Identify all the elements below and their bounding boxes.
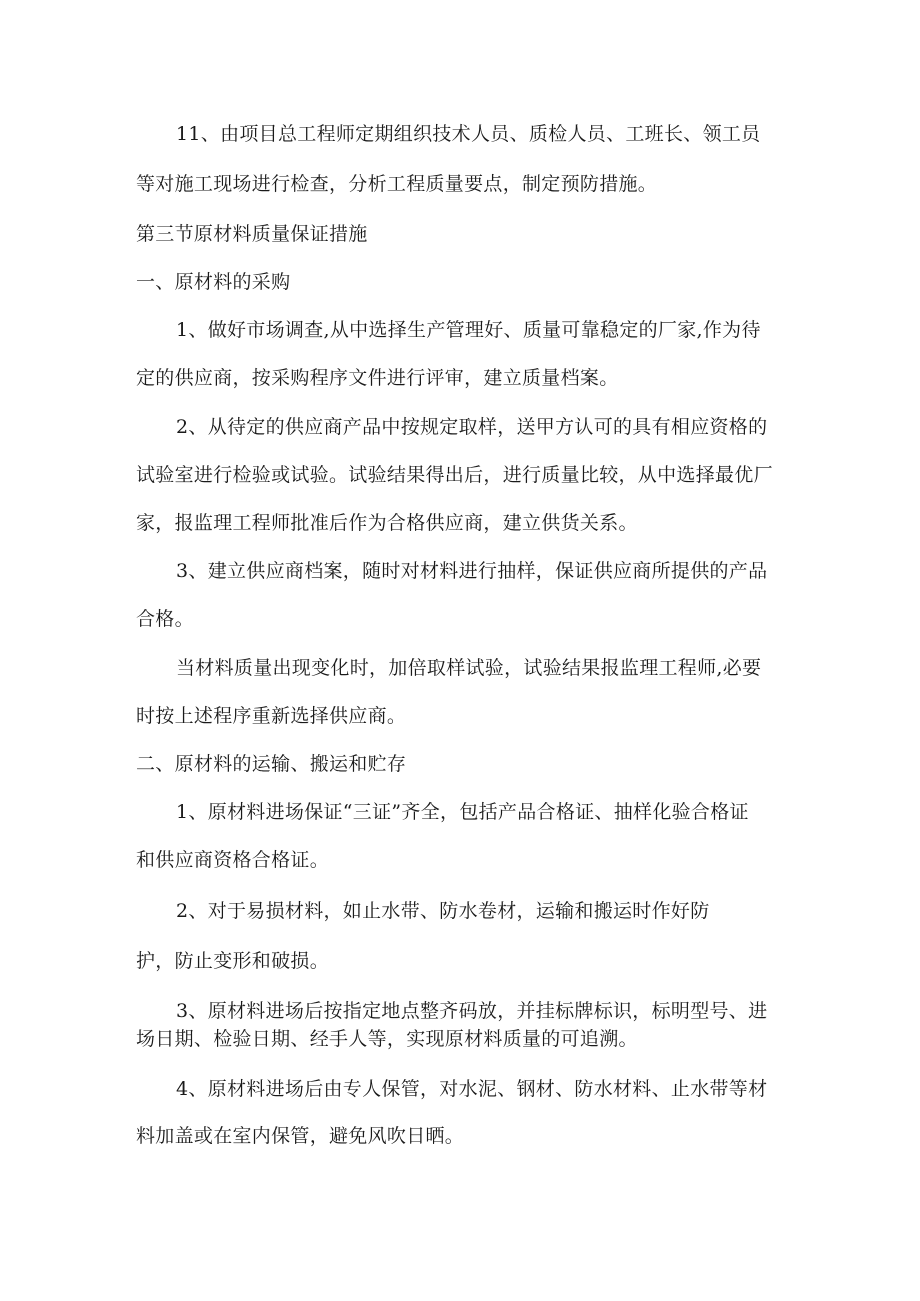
subsection-heading: 二、原材料的运输、搬运和贮存 <box>136 753 407 775</box>
paragraph-line: 家，报监理工程师批准后作为合格供应商，建立供货关系。 <box>136 512 638 534</box>
paragraph-line: 4、原材料进场后由专人保管，对水泥、钢材、防水材料、止水带等材 <box>176 1078 768 1100</box>
paragraph-line: 时按上述程序重新选择供应商。 <box>136 705 407 727</box>
paragraph-line: 当材料质量出现变化时，加倍取样试验，试验结果报监理工程师,必要 <box>176 657 762 679</box>
paragraph-line: 护，防止变形和破损。 <box>136 950 330 972</box>
section-heading: 第三节原材料质量保证措施 <box>136 223 368 245</box>
paragraph-line: 场日期、检验日期、经手人等，实现原材料质量的可追溯。 <box>136 1028 638 1050</box>
paragraph-line: 1、原材料进场保证“三证”齐全，包括产品合格证、抽样化验合格证 <box>176 801 749 823</box>
paragraph-line: 1、做好市场调查,从中选择生产管理好、质量可靠稳定的厂家,作为待 <box>176 319 761 341</box>
paragraph-line: 料加盖或在室内保管，避免风吹日晒。 <box>136 1125 465 1147</box>
paragraph-line: 2、从待定的供应商产品中按规定取样，送甲方认可的具有相应资格的 <box>176 416 768 438</box>
subsection-heading: 一、原材料的采购 <box>136 271 291 293</box>
paragraph-line: 合格。 <box>136 608 194 630</box>
paragraph-line: 3、原材料进场后按指定地点整齐码放，并挂标牌标识，标明型号、进 <box>176 1000 768 1022</box>
paragraph-line: 3、建立供应商档案，随时对材料进行抽样，保证供应商所提供的产品 <box>176 560 768 582</box>
paragraph-line: 11、由项目总工程师定期组织技术人员、质检人员、工班长、领工员 <box>176 123 761 145</box>
paragraph-line: 和供应商资格合格证。 <box>136 849 330 871</box>
paragraph-line: 定的供应商，按采购程序文件进行评审，建立质量档案。 <box>136 367 619 389</box>
paragraph-line: 2、对于易损材料，如止水带、防水卷材，运输和搬运时作好防 <box>176 900 710 922</box>
paragraph-line: 等对施工现场进行检查，分析工程质量要点，制定预防措施。 <box>136 173 658 195</box>
paragraph-line: 试验室进行检验或试验。试验结果得出后，进行质量比较，从中选择最优厂 <box>136 464 773 486</box>
